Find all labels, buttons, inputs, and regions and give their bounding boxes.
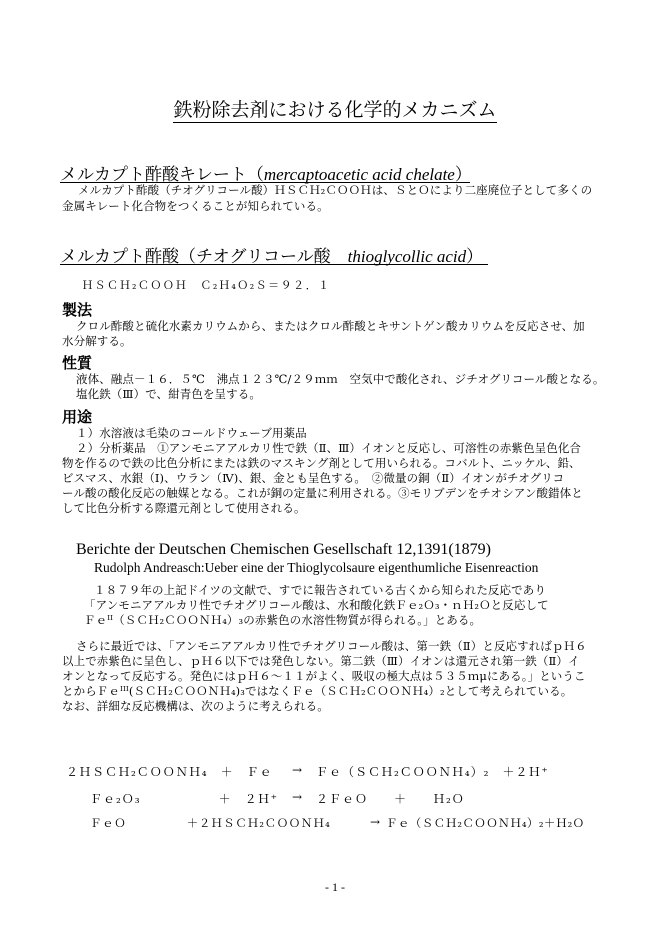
uses-heading: 用途 (62, 408, 93, 426)
uses-text-line: 物を作るので鉄の比色分析にまたは鉄のマスキング剤として用いられる。コバルト、ニッケル、鉛、 (62, 456, 581, 470)
equation-right: ２ＦｅＯ ＋ Ｈ₂Ｏ (316, 792, 465, 806)
equation-left: ＦｅＯ ＋２ＨＳＣＨ₂ＣＯＯＮＨ₄ (90, 816, 331, 830)
reference-journal: Berichte der Deutschen Chemischen Gesellschaft 12,1391(1879) (76, 541, 491, 558)
equation-arrow: → (292, 763, 304, 777)
equation-arrow: → (292, 790, 304, 804)
page-number: - 1 - (325, 880, 345, 894)
manufacture-text-line: クロル酢酸と硫化水素カリウムから、またはクロル酢酸とキサントゲン酸カリウムを反応させ、加 (76, 319, 585, 333)
recent-text-line: 以上で赤紫色に呈色し、ｐＨ６以下では発色しない。第二鉄（Ⅲ）イオンは還元され第一鉄（Ⅱ）イ (62, 654, 580, 668)
equation-right: Ｆｅ（ＳＣＨ₂ＣＯＯＮＨ₄）₂＋Ｈ₂Ｏ (386, 816, 585, 830)
manufacture-text-line: 水分解する。 (62, 334, 132, 348)
chelate-text-line: メルカプト酢酸（チオグリコール酸）ＨＳＣＨ₂ＣＯＯＨは、ＳとＯにより二座廃位子として多くの (78, 183, 593, 197)
properties-text-line: 塩化鉄（Ⅲ）で、紺青色を呈する。 (76, 387, 261, 401)
section-heading-thioglycollic: メルカプト酢酸（チオグリコール酸 thioglycollic acid） (60, 247, 484, 267)
uses-text-line: １）水溶液は毛染のコールドウェーブ用薬品 (76, 426, 307, 440)
heading-underline (60, 264, 488, 265)
chelate-text-line: 金属キレート化合物をつくることが知られている。 (62, 199, 329, 213)
properties-heading: 性質 (62, 354, 93, 372)
reference-author-title: Rudolph Andreasch:Ueber eine der Thioglycolsaure eigenthumliche Eisenreaction (94, 560, 539, 575)
recent-text-line: なお、詳細な反応機構は、次のように考えられる。 (62, 699, 329, 713)
page-title: 鉄粉除去剤における化学的メカニズム (173, 99, 497, 121)
manufacture-heading: 製法 (62, 301, 93, 319)
equation-right: Ｆｅ（ＳＣＨ₂ＣＯＯＮＨ₄）₂ ＋２Ｈ⁺ (316, 765, 549, 779)
history-text-line: Ｆｅᴵᴵ（ＳＣＨ₂ＣＯＯＮＨ₄）₃の赤紫色の水溶性物質が得られる。」とある。 (84, 613, 482, 627)
uses-text-line: して比色分析する際還元剤として使用される。 (62, 501, 306, 515)
section-heading-chelate: メルカプト酢酸キレート（mercaptoacetic acid chelate） (60, 165, 472, 185)
properties-text-line: 液体、融点－１６．５℃ 沸点１２３℃/２９ｍｍ 空気中で酸化され、ジチオグリコール酸となる。 (76, 372, 605, 386)
history-text-line: 「アンモニアアルカリ性でチオグリコール酸は、水和酸化鉄Ｆｅ₂Ｏ₃・ｎＨ₂Ｏと反応して (84, 598, 549, 612)
recent-text-line: さらに最近では、「アンモニアアルカリ性でチオグリコール酸は、第一鉄（Ⅱ）と反応すればｐＨ６ (76, 639, 587, 653)
history-text-line: １８７９年の上記ドイツの文献で、すでに報告されている古くから知られた反応であり (94, 583, 546, 597)
recent-text-line: とからＦｅᴵᴵᴵ(ＳＣＨ₂ＣＯＯＮＨ₄)₃ではなくＦｅ（ＳＣＨ₂ＣＯＯＮＨ₄）₂として考えられている。 (62, 684, 573, 698)
equation-left: Ｆｅ₂Ｏ₃ ＋ ２Ｈ⁺ (90, 792, 278, 806)
molecular-formula: ＨＳＣＨ₂ＣＯＯＨ Ｃ₂Ｈ₄Ｏ₂Ｓ＝９２．１ (82, 279, 331, 292)
recent-text-line: オンとなって反応する。発色にはｐＨ６～１１がよく、吸収の極大点は５３５ｍμにある。」というこ (62, 669, 586, 683)
equation-arrow: → (370, 815, 382, 829)
uses-text-line: ビスマス、水銀（Ⅰ)、ウラン（Ⅳ)、銀、金とも呈色する。 ②微量の銅（Ⅱ）イオンがチオグリコ (62, 471, 565, 485)
equation-left: ２ＨＳＣＨ₂ＣＯＯＮＨ₄ ＋ Ｆｅ (66, 765, 273, 779)
uses-text-line: ール酸の酸化反応の触媒となる。これが銅の定量に利用される。③モリブデンをチオシアン酸錯体と (62, 486, 583, 500)
uses-text-line: ２）分析薬品 ①アンモニアアルカリ性で鉄（Ⅱ、Ⅲ）イオンと反応し、可溶性の赤紫色呈色化合 (76, 441, 582, 455)
